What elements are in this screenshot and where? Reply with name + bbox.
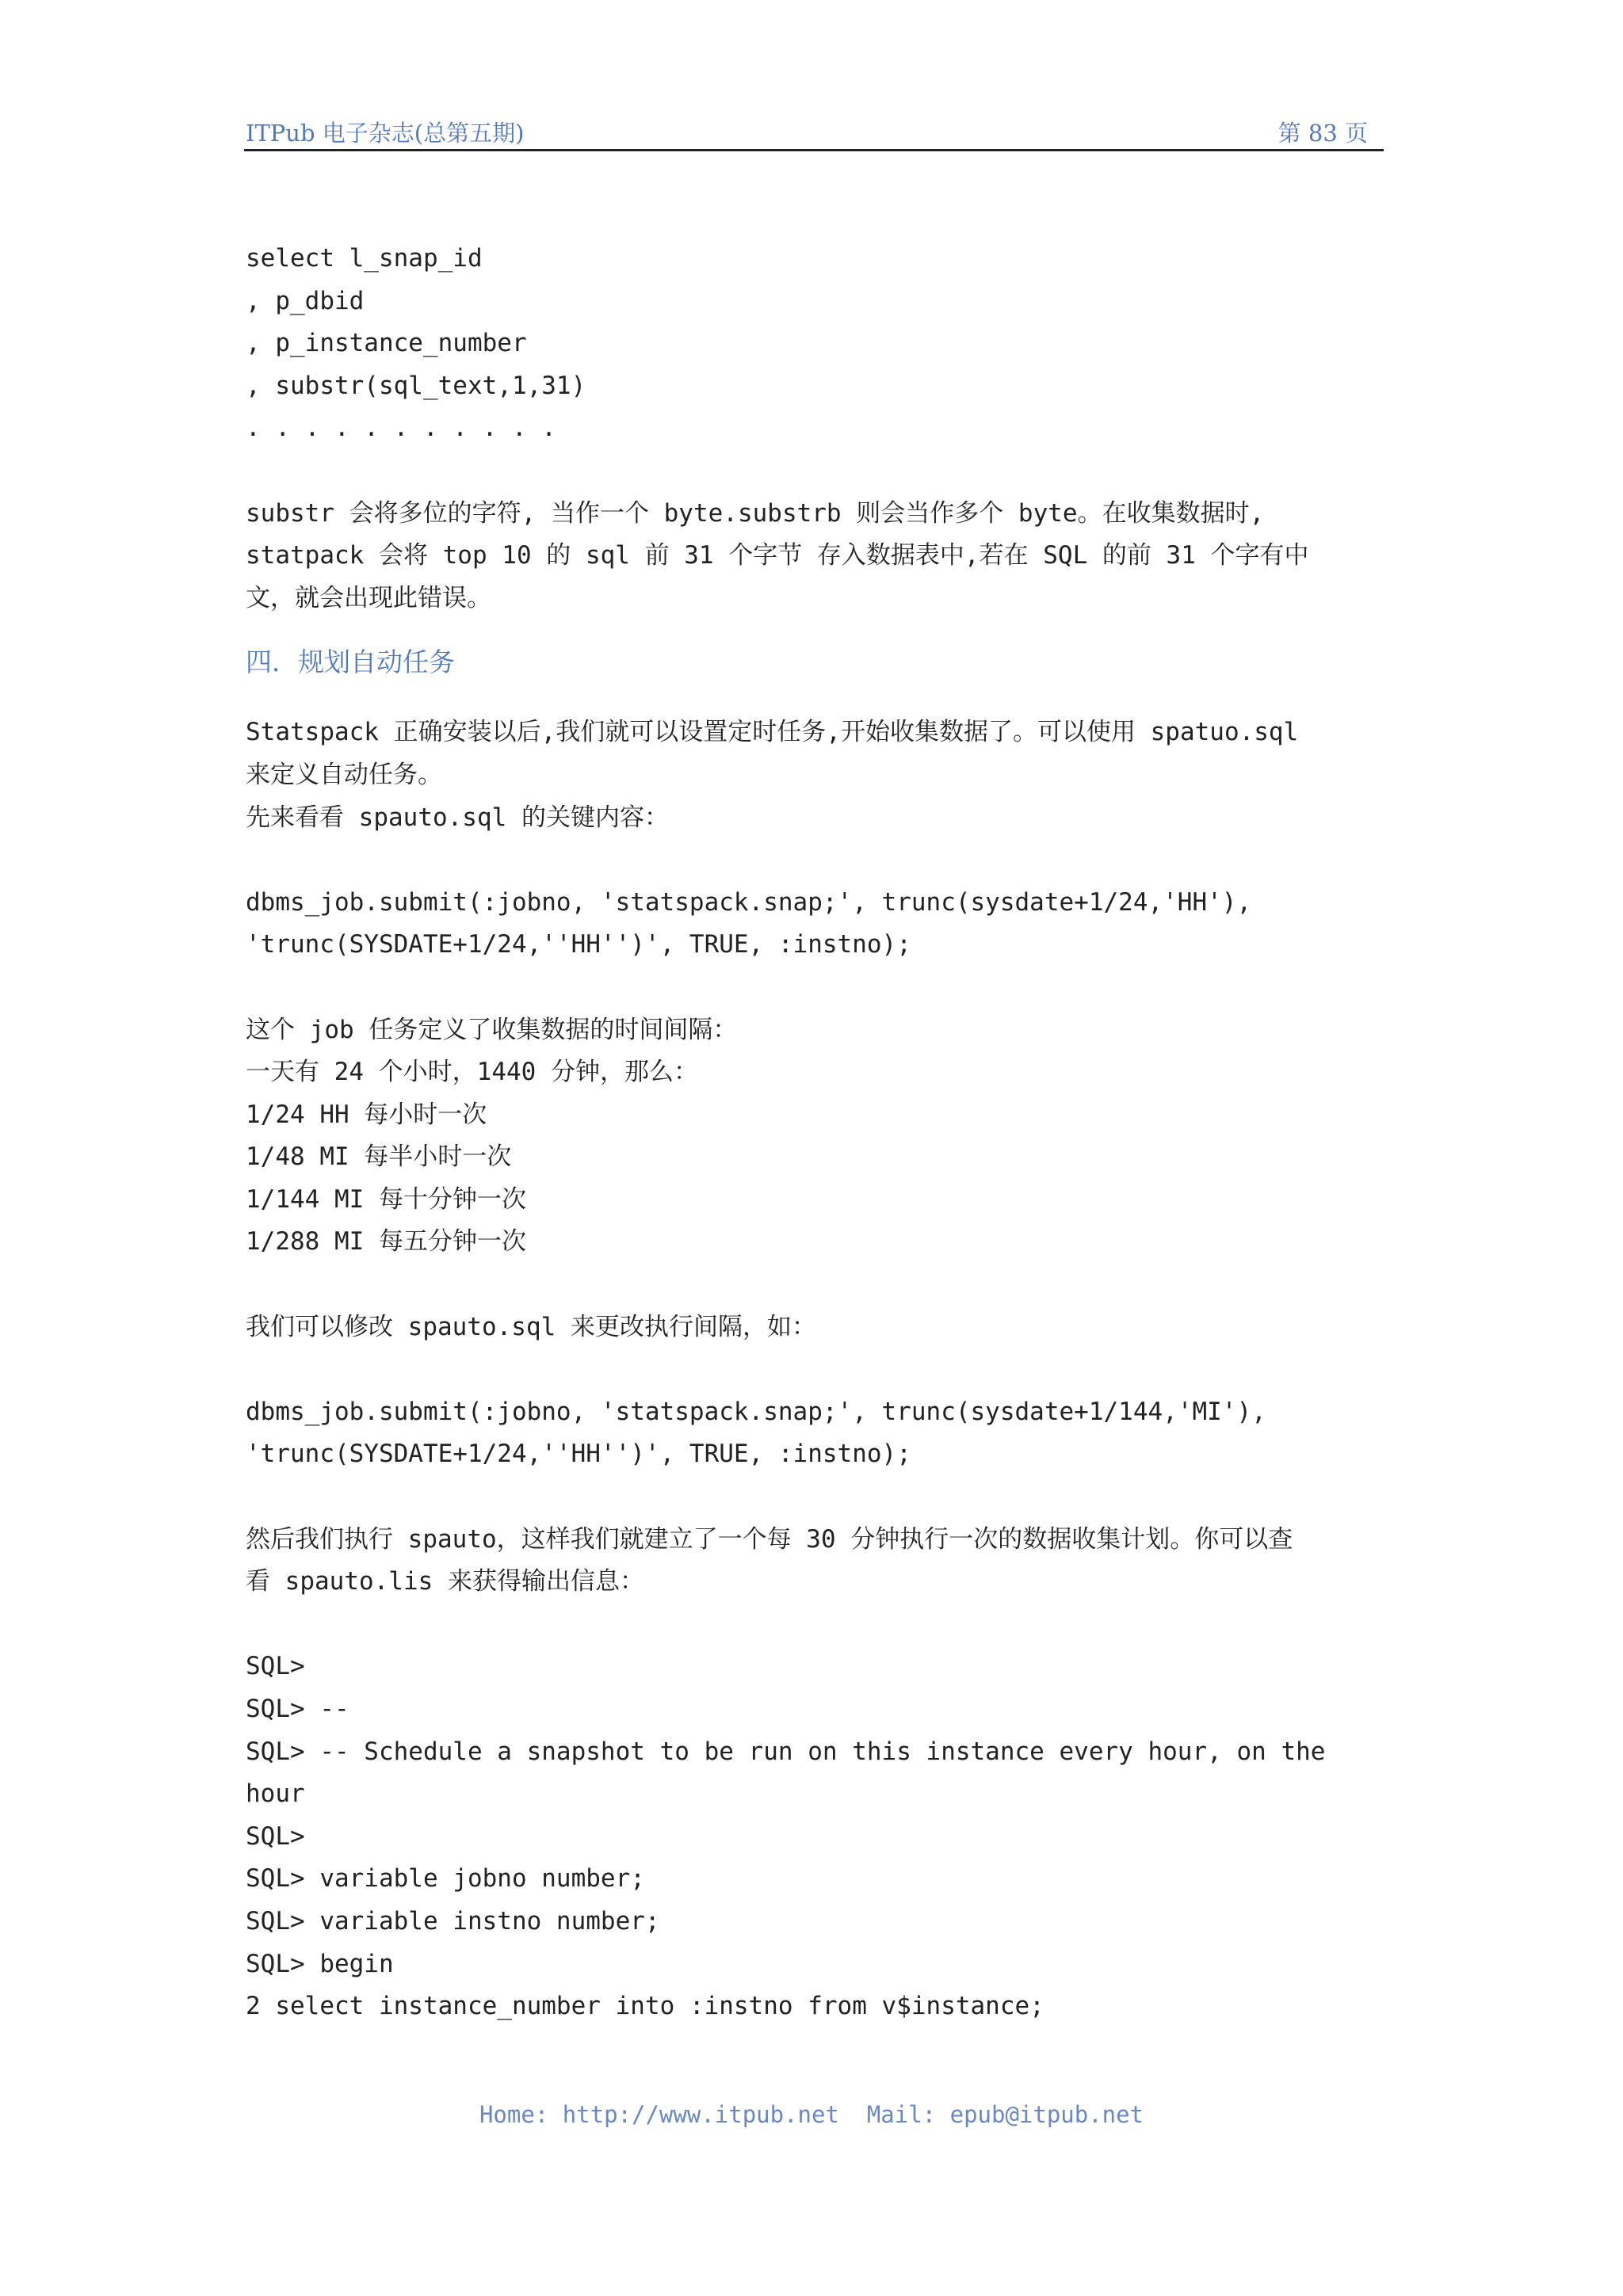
home-link[interactable]: http://www.itpub.net [562,2101,839,2128]
text-line: substr 会将多位的字符, 当作一个 byte.substrb 则会当作多个 byte。在收集数据时, [246,498,1265,528]
code-line: dbms_job.submit(:jobno, 'statspack.snap;', trunc(sysdate+1/24,'HH'), [246,887,1252,917]
text-line: Statspack 正确安装以后,我们就可以设置定时任务,开始收集数据了。可以使用 spatuo.sql [246,718,1299,747]
code-line: , p_instance_number [246,329,527,358]
text-line: 然后我们执行 spauto，这样我们就建立了一个每 30 分钟执行一次的数据收集计划。你可以查 [246,1524,1293,1554]
code-block-select [246,238,1387,450]
paragraph-intervals [246,1009,1387,1264]
code-block-sqlplus [246,1646,1387,2027]
code-block-submit-2 [246,1391,1387,1476]
code-line: SQL> begin [246,1949,394,1978]
text-line: 1/48 MI 每半小时一次 [246,1142,512,1172]
code-line: select l_snap_id [246,244,483,273]
home-label: Home: [479,2101,563,2128]
code-line: , p_dbid [246,286,365,315]
code-line: SQL> variable instno number; [246,1906,660,1936]
text-line: 1/24 HH 每小时一次 [246,1100,487,1129]
code-line: dbms_job.submit(:jobno, 'statspack.snap;', trunc(sysdate+1/144,'MI'), [246,1397,1266,1426]
code-line: SQL> variable jobno number; [246,1864,645,1894]
page-footer [0,2101,1623,2128]
paragraph-modify: 我们可以修改 spauto.sql 来更改执行间隔，如： [246,1312,816,1341]
text-line: 1/288 MI 每五分钟一次 [246,1227,526,1257]
mail-link[interactable]: epub@itpub.net [949,2101,1144,2128]
text-line: 1/144 MI 每十分钟一次 [246,1184,526,1214]
text-line: 来定义自动任务。 [246,760,442,789]
paragraph-substr [246,493,1387,620]
code-line: SQL> -- Schedule a snapshot to be run on this instance every hour, on the [246,1737,1326,1766]
code-line: 'trunc(SYSDATE+1/24,''HH'')', TRUE, :instno); [246,930,911,959]
code-line: . . . . . . . . . . . [246,414,556,443]
page-number: 第 83 页 [1277,120,1368,147]
paragraph-execute [246,1519,1387,1604]
text-line: 文，就会出现此错误。 [246,583,491,612]
text-line: 这个 job 任务定义了收集数据的时间间隔： [246,1015,738,1044]
code-line: SQL> [246,1652,305,1681]
code-line: SQL> -- [246,1695,349,1723]
page-header [244,116,1384,151]
text-line: 一天有 24 个小时，1440 分钟，那么： [246,1058,698,1087]
text-line: 看 spauto.lis 来获得输出信息： [246,1567,644,1596]
code-line: SQL> [246,1821,305,1851]
code-block-submit-1 [246,882,1387,967]
page-content [246,238,1387,2028]
code-line: 2 select instance_number into :instno from v$instance; [246,1992,1044,2021]
code-line: , substr(sql_text,1,31) [246,371,586,400]
code-line: 'trunc(SYSDATE+1/24,''HH'')', TRUE, :instno); [246,1440,911,1469]
section-heading: 四．规划自动任务 [246,646,455,678]
code-line: hour [246,1779,305,1809]
paragraph-statspack [246,711,1387,839]
magazine-title: ITPub 电子杂志(总第五期) [246,120,525,147]
text-line: 先来看看 spauto.sql 的关键内容： [246,803,669,832]
mail-label: Mail: [866,2101,950,2128]
text-line: statpack 会将 top 10 的 sql 前 31 个字节 存入数据表中,若在 SQL 的前 31 个字有中 [246,541,1309,570]
